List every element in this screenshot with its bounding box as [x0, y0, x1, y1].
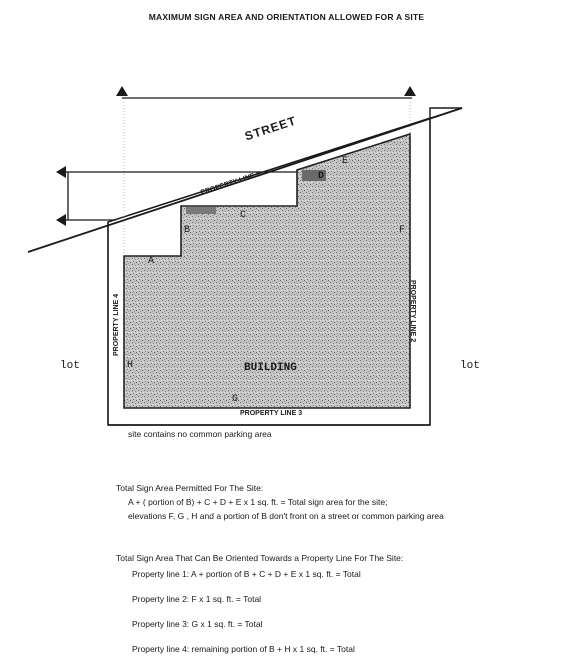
property-line-1-label: PROPERTY LINE 1	[200, 170, 262, 197]
permitted-heading: Total Sign Area Permitted For The Site:	[116, 483, 264, 493]
property-line-2-label: PROPERTY LINE 2	[409, 280, 416, 343]
width-arrow-right	[404, 86, 416, 96]
permitted-formula: A + ( portion of B) + C + D + E x 1 sq. ft. = Total sign area for the site;	[128, 497, 388, 507]
property-line-4-label: PROPERTY LINE 4	[113, 293, 120, 356]
page-title: MAXIMUM SIGN AREA AND ORIENTATION ALLOWED FOR A SITE	[148, 12, 425, 22]
depth-arrow-top	[56, 166, 66, 178]
site-note: site contains no common parking area	[128, 429, 272, 439]
elevation-e-label: E	[342, 156, 349, 167]
street-label: STREET	[243, 113, 299, 144]
elevation-c-label: C	[240, 210, 247, 221]
property-line-3-formula: Property line 3: G x 1 sq. ft. = Total	[132, 619, 263, 629]
elevation-d-label: D	[318, 171, 325, 182]
elevation-g-label: G	[232, 394, 239, 405]
elevation-f-label: F	[399, 225, 406, 236]
property-line-1-formula: Property line 1: A + portion of B + C + D + E x 1 sq. ft. = Total	[132, 569, 361, 579]
oriented-section	[116, 553, 403, 654]
lot-left-label: lot	[60, 360, 80, 372]
permitted-section	[116, 483, 444, 521]
property-line-4-formula: Property line 4: remaining portion of B + H x 1 sq. ft. = Total	[132, 644, 355, 654]
width-arrow-left	[116, 86, 128, 96]
property-line-2-formula: Property line 2: F x 1 sq. ft. = Total	[132, 594, 262, 604]
lot-right-label: lot	[460, 360, 480, 372]
depth-arrow-bottom	[56, 214, 66, 226]
elevation-b-label: B	[184, 225, 191, 236]
oriented-heading: Total Sign Area That Can Be Oriented Towards a Property Line For The Site:	[116, 553, 404, 563]
elevation-a-label: A	[148, 256, 155, 267]
elevation-h-label: H	[127, 360, 134, 371]
building-label: BUILDING	[244, 362, 297, 374]
property-line-3-label: PROPERTY LINE 3	[240, 410, 303, 417]
elevation-c-mark	[186, 207, 216, 214]
permitted-note: elevations F, G , H and a portion of B don't front on a street or common parking area	[128, 511, 444, 521]
